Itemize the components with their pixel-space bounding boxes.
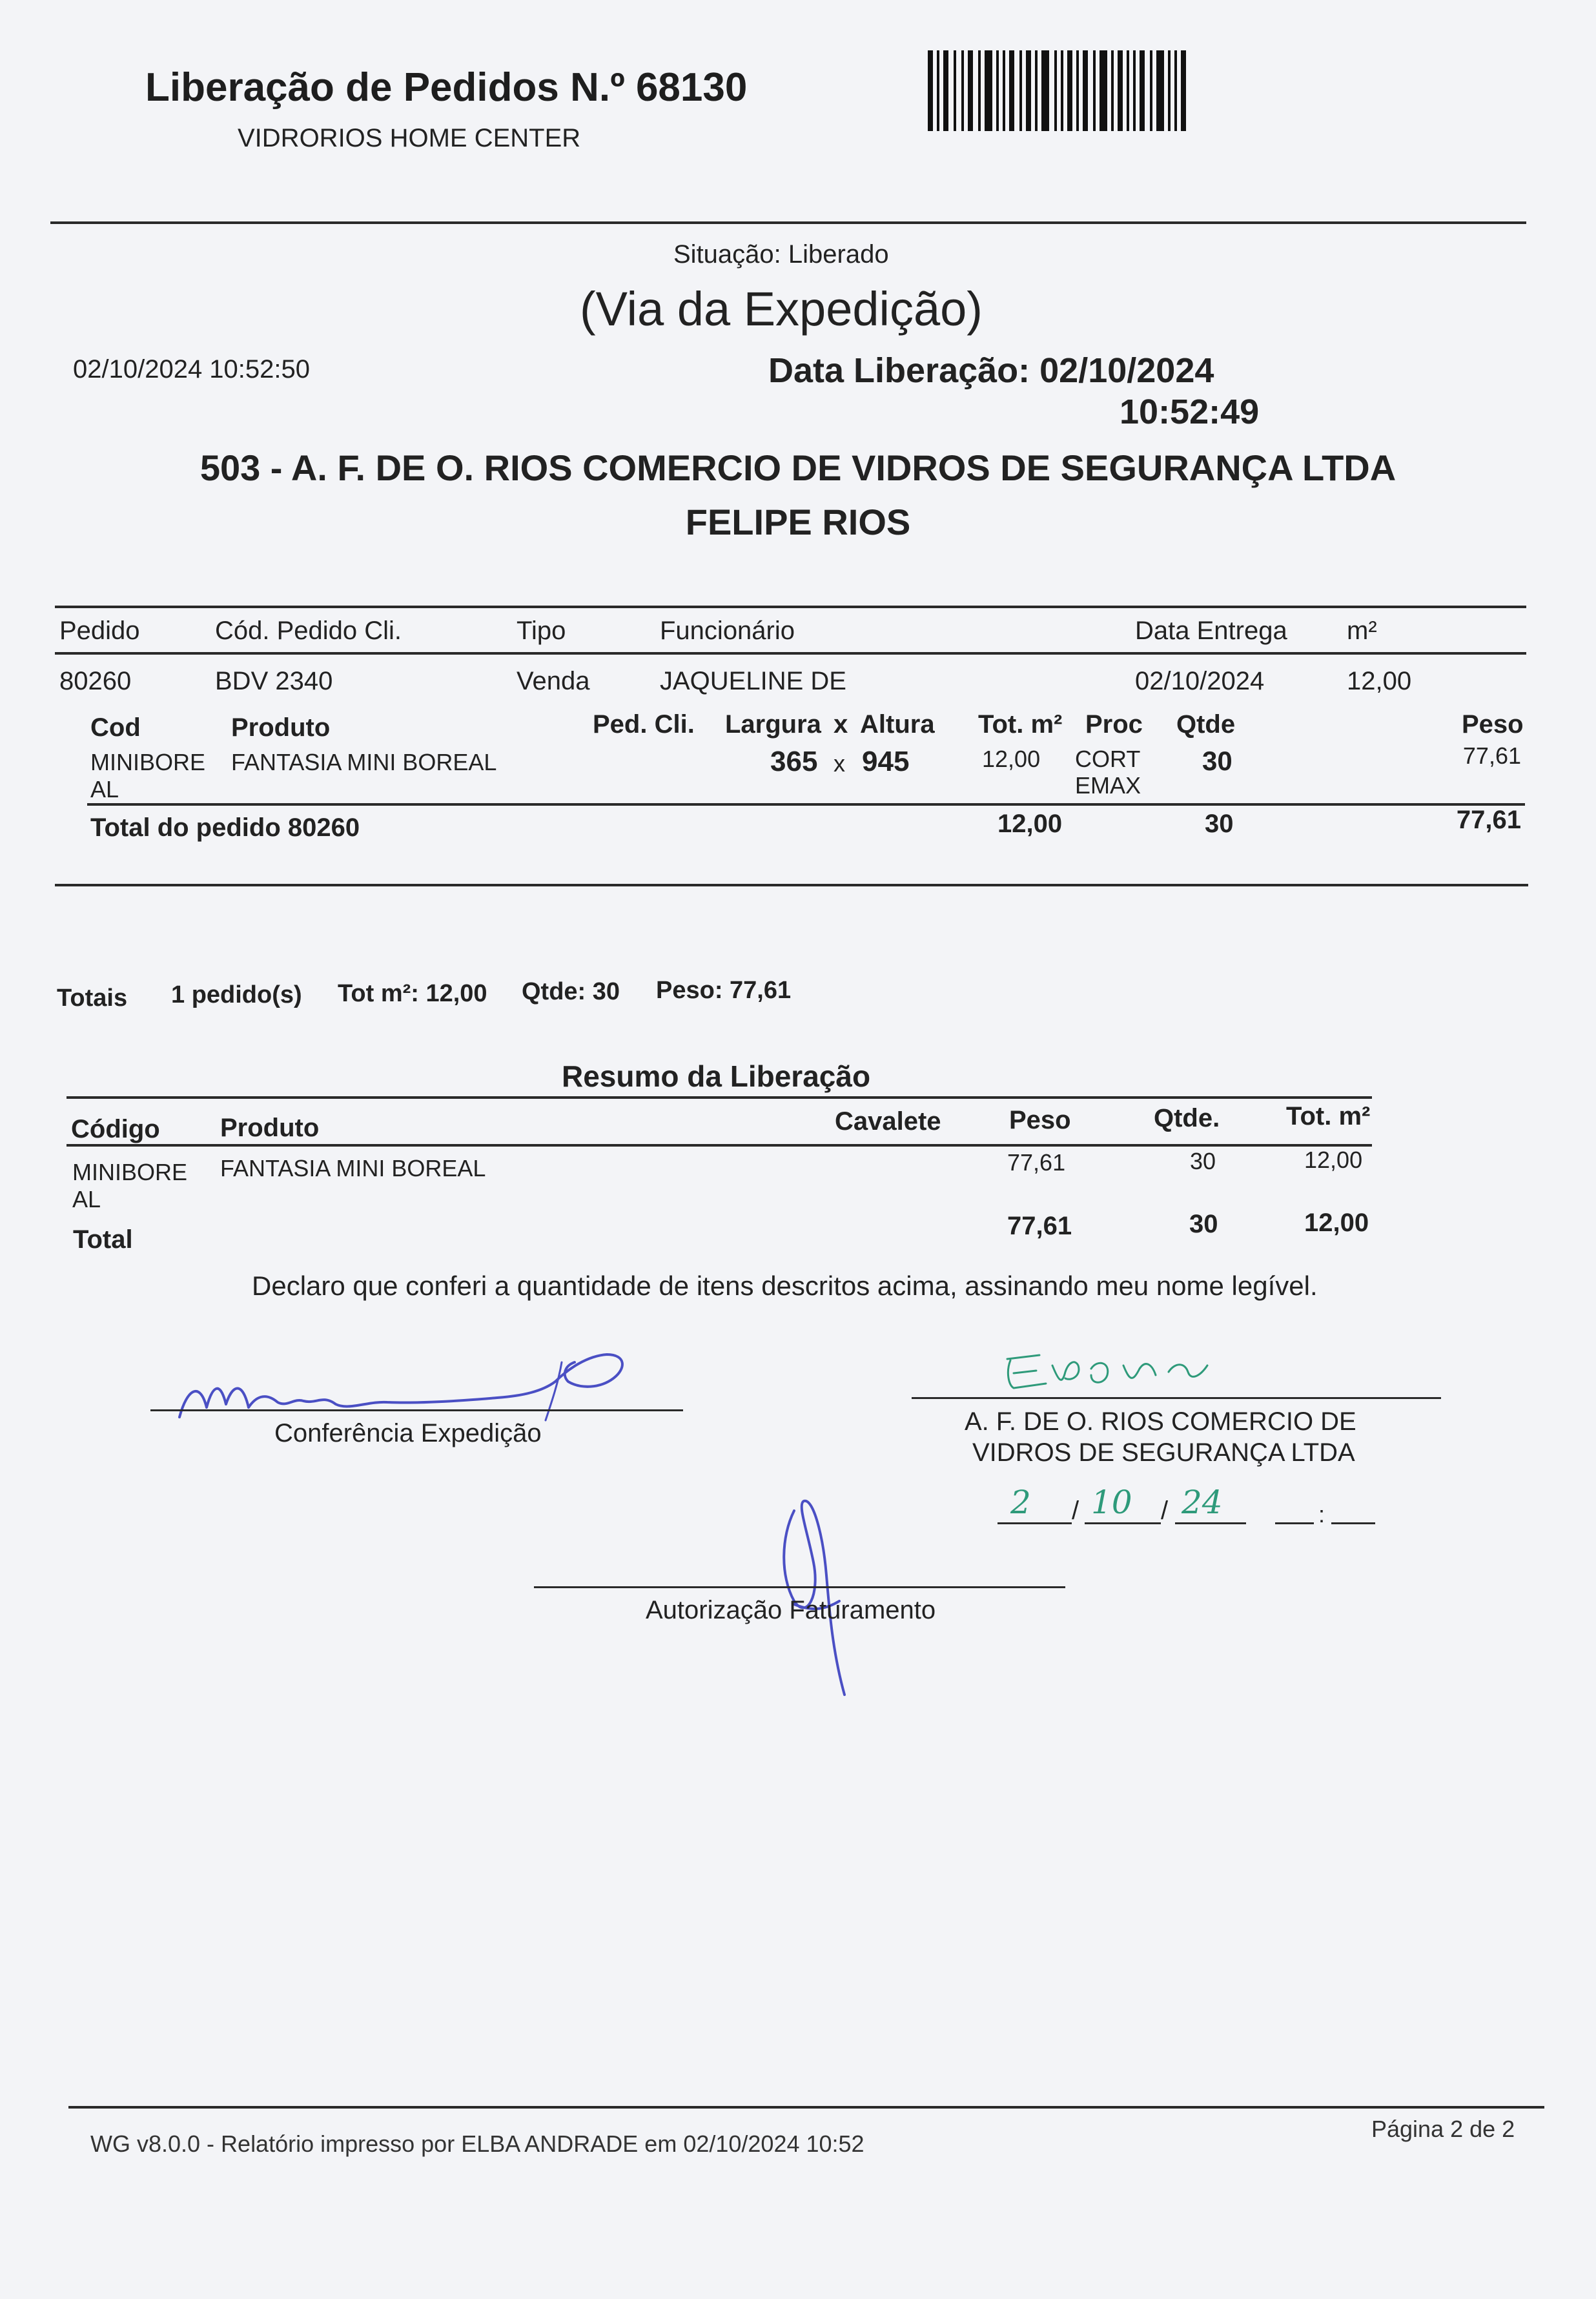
summary-peso: 77,61 [1007, 1149, 1066, 1176]
item-x: x [834, 750, 845, 777]
date-sep-2: / [1161, 1497, 1169, 1525]
summary-total-label: Total [73, 1225, 133, 1254]
item-altura: 945 [862, 746, 910, 777]
footer-page-number: Página 2 de 2 [1371, 2116, 1515, 2142]
order-table-top-rule [55, 606, 1526, 608]
totals-label: Totais [57, 985, 128, 1012]
date-day: 2 [1010, 1484, 1031, 1521]
summary-top-rule [66, 1096, 1372, 1099]
summary-header-rule [66, 1144, 1372, 1147]
cell-pedido: 80260 [59, 667, 132, 695]
date-year: 24 [1182, 1484, 1223, 1521]
col-data-entrega: Data Entrega [1135, 617, 1287, 645]
summary-col-peso: Peso [1009, 1106, 1071, 1134]
barcode [928, 50, 1186, 131]
items-col-proc: Proc [1085, 710, 1143, 739]
cell-funcionario: JAQUELINE DE [660, 667, 846, 695]
order-total-label: Total do pedido 80260 [90, 813, 360, 842]
signature-conferencia [174, 1343, 633, 1427]
item-peso: 77,61 [1462, 742, 1521, 769]
totals-m2: Tot m²: 12,00 [338, 980, 487, 1007]
client-name: 503 - A. F. DE O. RIOS COMERCIO DE VIDROS DE SEGURANÇA LTDA [200, 447, 1396, 488]
totals-orders: 1 pedido(s) [171, 981, 302, 1008]
item-largura: 365 [770, 746, 818, 777]
item-produto: FANTASIA MINI BOREAL [231, 749, 497, 775]
summary-col-produto: Produto [220, 1114, 320, 1142]
signature-line-company [912, 1397, 1441, 1399]
signature-company [1001, 1346, 1227, 1398]
summary-tot-m2: 12,00 [1304, 1147, 1363, 1173]
cell-cod-pedido-cli: BDV 2340 [215, 667, 333, 695]
status-text: Situação: Liberado [673, 240, 889, 269]
summary-col-tot-m2: Tot. m² [1286, 1102, 1371, 1130]
date-year-line [1175, 1522, 1246, 1524]
date-sep-1: / [1072, 1497, 1079, 1525]
item-proc-line1: CORT [1075, 746, 1141, 772]
items-col-largura: Largura [725, 710, 821, 739]
summary-col-codigo: Código [71, 1115, 160, 1143]
order-total-qtde: 30 [1205, 810, 1234, 838]
signature-company-line2: VIDROS DE SEGURANÇA LTDA [972, 1438, 1355, 1467]
footer-printed-by: WG v8.0.0 - Relatório impresso por ELBA ANDRADE em 02/10/2024 10:52 [90, 2130, 865, 2157]
items-col-x: x [834, 710, 848, 739]
item-cod-line2: AL [90, 776, 119, 802]
signature-label-autorizacao: Autorização Faturamento [646, 1596, 936, 1624]
copy-type-title: (Via da Expedição) [580, 282, 983, 336]
signature-label-conferencia: Conferência Expedição [274, 1419, 542, 1447]
declaration-text: Declaro que conferi a quantidade de itens descritos acima, assinando meu nome legível. [252, 1271, 1318, 1301]
items-col-peso: Peso [1462, 710, 1524, 739]
document-title: Liberação de Pedidos N.º 68130 [145, 65, 748, 110]
summary-produto: FANTASIA MINI BOREAL [220, 1155, 486, 1181]
items-col-cod: Cod [90, 713, 141, 742]
item-cod-line1: MINIBORE [90, 749, 206, 775]
order-total-m2: 12,00 [998, 810, 1063, 838]
item-tot-m2: 12,00 [982, 746, 1041, 772]
col-funcionario: Funcionário [660, 617, 795, 645]
cell-data-entrega: 02/10/2024 [1135, 667, 1265, 695]
col-m2: m² [1347, 617, 1377, 645]
col-tipo: Tipo [517, 617, 566, 645]
totals-peso: Peso: 77,61 [656, 977, 792, 1004]
totals-qtde: Qtde: 30 [522, 978, 620, 1005]
order-table-bottom-rule [55, 884, 1528, 886]
signature-company-line1: A. F. DE O. RIOS COMERCIO DE [965, 1407, 1356, 1436]
time-sep: : [1318, 1501, 1325, 1528]
item-proc-line2: EMAX [1075, 772, 1141, 799]
cell-m2: 12,00 [1347, 667, 1412, 695]
printed-timestamp: 02/10/2024 10:52:50 [73, 355, 311, 383]
summary-total-qtde: 30 [1189, 1210, 1218, 1238]
company-name: VIDRORIOS HOME CENTER [238, 124, 581, 152]
time-hour-line [1275, 1522, 1314, 1524]
items-total-rule [87, 803, 1525, 806]
cell-tipo: Venda [517, 667, 590, 695]
order-total-peso: 77,61 [1456, 806, 1521, 834]
col-cod-pedido-cli: Cód. Pedido Cli. [215, 617, 402, 645]
summary-codigo-line1: MINIBORE [72, 1159, 188, 1185]
summary-codigo-line2: AL [72, 1186, 101, 1212]
release-time: 10:52:49 [1120, 393, 1260, 431]
item-qtde: 30 [1202, 746, 1233, 776]
summary-total-peso: 77,61 [1007, 1212, 1072, 1240]
footer-divider [68, 2106, 1544, 2109]
summary-total-m2: 12,00 [1304, 1209, 1369, 1237]
summary-title: Resumo da Liberação [562, 1059, 871, 1093]
signature-line-conferencia [150, 1409, 683, 1411]
time-minute-line [1331, 1522, 1375, 1524]
date-day-line [998, 1522, 1072, 1524]
items-col-produto: Produto [231, 713, 331, 742]
date-month: 10 [1091, 1484, 1132, 1521]
items-col-qtde: Qtde [1176, 710, 1236, 739]
summary-col-qtde: Qtde. [1154, 1104, 1220, 1132]
items-col-ped-cli: Ped. Cli. [593, 710, 695, 739]
summary-qtde: 30 [1190, 1148, 1216, 1174]
date-month-line [1085, 1522, 1161, 1524]
summary-col-cavalete: Cavalete [835, 1107, 941, 1136]
items-col-altura: Altura [860, 710, 935, 739]
order-table-header-rule [55, 652, 1526, 655]
header-divider [50, 221, 1526, 224]
signature-line-autorizacao [534, 1586, 1065, 1588]
items-col-tot-m2: Tot. m² [978, 710, 1063, 739]
client-contact: FELIPE RIOS [685, 502, 911, 542]
release-date: Data Liberação: 02/10/2024 [768, 351, 1214, 390]
col-pedido: Pedido [59, 617, 140, 645]
